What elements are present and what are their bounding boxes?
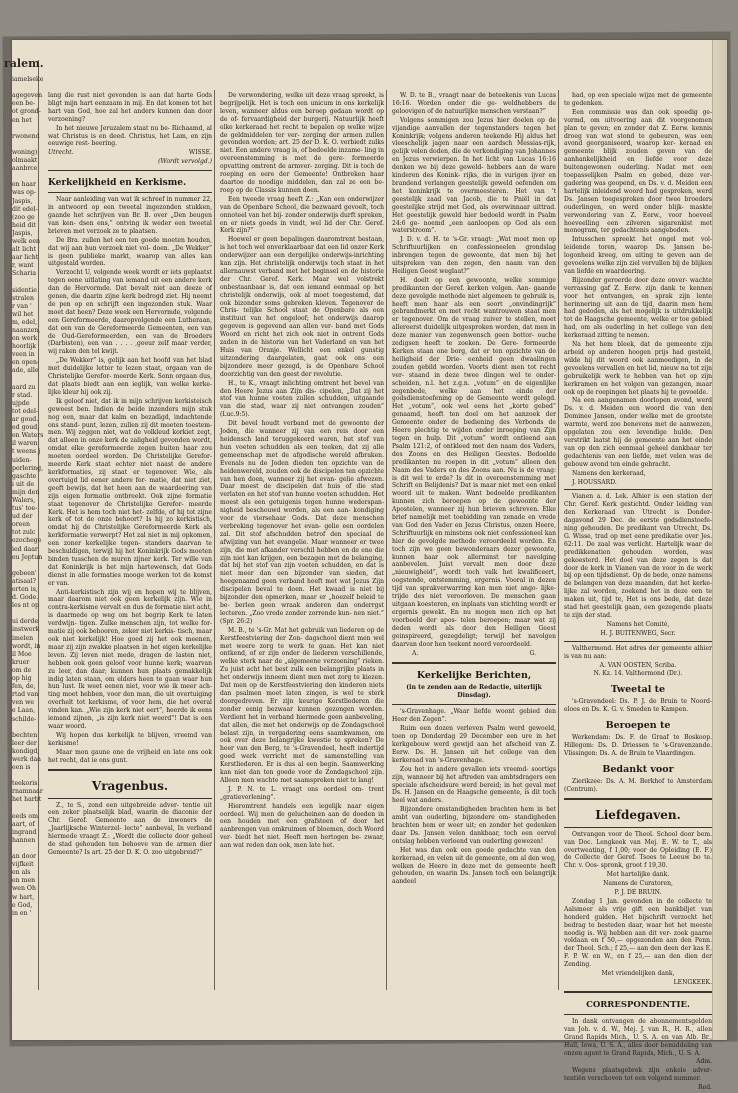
strip-line: agegeven: [12, 92, 43, 100]
paragraph: J. D. v. d. H. te 's-Gr. vraagt: „Wat moet men op Schriftuurlijken en confessioneelen grondslag inbrengen tegen de gewoonte, dat men bij het uitspreken van den zegen, den naam van den Heiligen Geest weglaat?”: [392, 236, 556, 275]
correspondence-text: In dank ontvangen de abonnementsgelden van Joh. v. d. W., Mej. J. van R., H. R., allen Grand Rapids Mich., U. S. A. en van Alb. Br., Hull, Iowa, U. S. A., alles door bemiddeling van onzen agent te Grand Rapids, Mich., U. S. A.: [564, 1017, 712, 1057]
strip-line: gebeen': [12, 569, 37, 577]
strip-lines: [12, 76, 44, 918]
divider: [564, 991, 712, 993]
page-edge: [712, 40, 727, 1040]
strip-line: aard zu: [12, 383, 36, 391]
paragraph: had, op een speciale wijze met de gemeente te gedenken.: [564, 92, 712, 107]
strip-line: atisaal?: [12, 577, 37, 585]
article-body: [564, 92, 712, 486]
paragraph: H., te K., vraagt inlichting omtrent het bevel van den Heere Jezus aan Zijn dis- cipelen, „Dat zij het stof van hunne voeten zullen schudden, uitgaande van die stad, waar zij niet ontvangen zouden” (Luc.9:5).: [220, 379, 384, 419]
column-3: [392, 92, 556, 887]
paragraph: Ik geloof niet, dat ik in mijn schrijven kerkisteisch geweest ben. Indien de beide inzenders mijn stuk nog een, maar dat kalm en bezadigd, indachtende ons stand- punt, lezen, zullen zij dit moeten toestem- men. Wij zeggen niet, wat de volkleud korkiet zegt, dat alleen in onze kerk de zaligheid gevonden wordt, omdat elke gereformeerde zegen buiten haar zou moeten oordeel worden. De Christelijke Gerefor- meerde Kerk staat echter niet naast de andere kerkformaties, zij staat er tegenover. Wie, als overtuigd lid eener andere for- matie, dat niet ziet, geeft bewijs, dat het heen aan de waardeering van zijn eigen formatie ontbreekt. Ook zijne formatie staat tegenover de Christelijke Gerefor- meerde Kerk. Het is hem toch niet het- zelfde, of hij tot zijne kerk of tot de onze behoort? Is hij zo kerkistisch, omdat hij de Christelijke Gereformeerde Kerk als kerkformatie verwerpt? Het zal niet in mij opkomen, een zoner kerkelijke tegen- standers daarvan te beschuldigen, terwijl hij het Koninkrijk Gods moeten binden tusschen de muren zijner kerk. Ter wille van dat Koninkrijk is het mijn hartewensch, dat Gods dienst in alle formaties mooge werken tot de komst er van.: [48, 397, 212, 587]
paragraph: M. B., te 's-Gr. Mat het gebruik van liederen op de Kerstfeestviering der Zon- dagschool dient men wel met weere zorg te werk te gaan. Het kan niet ontkend, of er zijn onder de liederen verschillende, welke sterk naar de „algemeene verzoening” rieken. Zu juist acht het best zulk een belangrijke plaats in het onderwijs inneem dient men met zorg te kiezen. Dat men op de Kerstfeestviering den kinderen niets dan psalmen moet laten zingen, is wel te sterk doorgedreven. Er zijn keurige Kerstliederen die zonder eenig bezwaar kunnen gezongen worden. Verdient het in verband hiermede geen aanbeveling, dat allen, die met het onderwijs op de Zondagschool belast zijn, in vergadering eens saamkwamen, om ook over deze belangrijke kwestie te spreken? De heer van den Berg, te 's-Gravendeel, heeft indertijd goed werk verricht met de samenstelling van Kerstliederen. Er is dus al een begin. Saamwerking kan niet dan ten goede voor de Zondagschool zijn. Alleen men wachte met saamspreken niet te lang!: [220, 626, 384, 784]
paragraph: Een commissie was dan ook spoedig ge- vormd, om uitvoering aan dit voorgenomen plan te geven; en zonder dat Z. Eerw. kennis droeg van wat stond te gebeuren, was een avond georganiseerd, waarop ker- keraad en gemeente blijk zouden geven van de aanhankelijkheid en liefde voor deze buitengewonen ouderling. Nadat met een toepasselijken Psalm en gebed, deze ver- gadering was geopend, en Ds. v. d. Meiden een hartelijk inleidend woord had gesproken, werd Ds. Jansen toegesproken door twee broeders ouderlingen, en werd onder blijk- maskte verwondering van Z. Eerw., voor hoeveel hoeveelling een zilveren sigarenkist met monogram, ter gedachtenis aangeboden.: [564, 108, 712, 235]
strip-line: in en ': [12, 909, 32, 917]
paragraph: Na het hem bleek, dat de gemeente zijn arbeid op anderen hoogen prijs had gesteld, wilde hij dit woord ook aanmoedigen, in de gevoelens vervallen en het lid, nieuw na tot zijn gebruikelijk werk te hebben van het op zijn kerkramen en het volgen van gezangen, maar ook op de roepingen het plaats hij te gevoelde.: [564, 341, 712, 396]
subsection-heading: Beroepen te: [605, 720, 671, 732]
column-1: [48, 92, 212, 858]
paragraph: Hieromtrent handels een iegelijk naar eigen oordeel. Wij men de gelucheinen aan de doeden in een houden met een grafsteen of door het aanbrengen van omkruimen of bloemen, doch Woord ver- biedt het niet. Heeft men hertogen be- zwaar, aan wat reden dan ook, men late het.: [220, 802, 384, 850]
strip-line: [12, 141, 38, 149]
strip-line: Walers,: [12, 496, 36, 504]
paragraph: H. doelt op een gewoonte, welke sommige predikanten der Geref. kerken volgen. Aan- gaande deze gevolgde methode niet algemeen te gebruik is, heeft men haar als een soort „onvindingrijk” gebrandmerkt en met recht wantrouwen staat men er tegenover. Om de vraag zuiver te stellen, moet allereerst duidelijk uitgesproken worden, dat men in deze manier van zegenwensch geen bottor- ouche zedigsen heeft te zoeken. De Gere- formeerde Kerken staan one borg, dat er ten opzichte van de heiligheid der Drie- eenheid geen dwaalingen zouden gebild worden. Voorts dient men tot recht ver- staand in deze twee dingen wel te onder- scheiden, n.l. het z.g.n. „votum” en de eigenlijke zegenbede, welke aan het einde der godsdienstoefening op de Gemeente wordt gelegd. Het „votum”, ook wel eens het „korte gebed” genaamd, heeft ten doel om het aanzoek der Gemeente onder de bediening des Verbonds de Heere plechtig te wijden onder inroeping van Zijn tegen en hulp. Dit „votum” wordt ontleend aan Psalm 121:2, of ontkleed met den naam des Vaders, des Zoons en des Heiligen Geestes. Bedoelde predikanten nu roepen in dit „votum” alleen den Naam des Vaders en des Zoons aan. Nu is de vraag: is dit wel te erde? Is dit in overeenstemming met Schrift en Belijdenis? Dat is maar niet met een enkel woord uit te maken. Want bedoelde predikanten kunnen zich beroepen op de gewoonte der Apostelen, wanneer zij hun brieven schreven. Elke brief namelijk met toebidding van zenade en vrede van God den Vader en Jezus Christus, onzen Heere, Schriftuurlijk en minstens ook niet confessioneel kan hier de gevolgde methode veroordeeld worden. En toch zijn we geen bewonderaars dezer gewoonte, kunnen haar ook allerminst ter navolging aanbevelen. Juist vervalt men door deze „nieuwigheid”, wordt toch valk het kwalificeert, oogstende, ontstemming, ergernis. Vooral in dezen tijd van sprakverwarring kan men niet ango- lijke-trijde des niet veroorloven. De menschen gaan uitgaan koesteren, en inplaats van stichting wordt er ergernis gewekt. En nu mogen men zich op het voorbeeld der apos- telen beroepen; maar wat zij deden wordt als door den Heiligen Geest geinspireerd, gezegdeligt; terwijl het navolgen daarvan door hen teekent noord veroordeeld.: [392, 276, 556, 648]
strip-line: en open-: [12, 359, 40, 367]
strip-line: welk een: [12, 237, 40, 245]
strip-line: ujpde: [12, 399, 30, 407]
strip-line: aar licht: [12, 254, 39, 262]
article-text: In het nieuwe Jeruzalem staat nu be- Richaamd, al wat Christus is en deed. Christus, het Lam, en zijn eeuwige rest- beering.: [48, 124, 212, 148]
strip-line: en Waters: [12, 432, 44, 440]
strip-line: en werk: [12, 335, 38, 343]
strip-line: ed goud,: [12, 424, 40, 432]
divider: [48, 769, 212, 771]
paragraph: J. P. N. te L. vraagt ons oordeel om- trent „gratieverlening”.: [220, 785, 384, 801]
strip-line: ar goud.: [12, 416, 39, 424]
strip-line: olmaakt: [12, 157, 38, 165]
signature-initial: A.: [412, 650, 419, 658]
strip-line: ud der: [12, 513, 33, 521]
subsection-heading: Bedankt voor: [602, 763, 674, 775]
divider: [564, 827, 712, 828]
strip-line: [12, 376, 38, 384]
previous-page-strip: [4, 57, 44, 990]
strip-line: tot zulc: [12, 529, 36, 537]
strip-line: sidentie: [12, 286, 37, 294]
strip-line: r stad.: [12, 391, 33, 399]
divider: [392, 662, 556, 664]
strip-line: een is: [12, 764, 31, 772]
article-body: [220, 92, 384, 850]
strip-line: Jaspis,: [12, 229, 33, 237]
strip-line: m, edel,: [12, 318, 38, 326]
signature-line: Namens de Curatoren,: [603, 880, 673, 888]
strip-line: hannen: [12, 836, 36, 844]
strip-line: rwonend: [12, 132, 40, 140]
strip-line: oreen: [12, 521, 30, 529]
paragraph: Bijzondere omstandigheden brachten hem in het ambt van ouderling, bijzondere om- standigheden brachten hem er weer uit; en zonder het gedenken daar Ds. Jansen velen dankbaar, toch een eervol ontslag hebben verleend van ouderling gewezen!: [392, 806, 556, 845]
section-heading: Liefdegaven.: [595, 807, 681, 822]
strip-line: ade, alle: [12, 367, 39, 375]
paragraph: Anti-kerkistisch zijn wij en hopen wij te blijven, maar daarom niet ook geen kerkelijk zijn. Wie in contra-kerkisme vervalt en dus de formatie niet acht, is daarmede op weg om het begrip Kerk te laten verdwijn- tigen. Zulke menschen zijn, tot welke for- matie zij ook behooren, zeker niet kerkis- tisch, maar ook niet kerkelijk! Hoe goed zij het ook meenen, maar zij zijn zwakke plaatsen in het eigen kerkelijke leven. Zij leven niet mede, dragen de lasten niet, hebben ook geen geloof voor hunne kerk; waarvan zu leer, dan daar; kunnen hun plaats gemakkelijk indig laten staan, om elders heen te gaan waar hun hun lust. Ik weet eenen niet, voor wie ik meer ach- ting moet hebben, voor den man, die uit overtuiging overhelt tot kerkisme, of voor hem, die het overal vinden kan. „Wie zijn kerk niet eert”, heerde ik eens iemand zijnen, „is zijn kerk niet weerd”! Dat is een waar woord.: [48, 588, 212, 730]
strip-line: en men: [12, 877, 36, 885]
paragraph: Het was dan ook een goede gedachte van den kerkeraad, en velen uit de gemeente, om al den weg, welken de Heere in deze met de gemeente heeft gehouden, en waarin Ds. Jansen toch een belangrijk aandeel: [392, 846, 556, 886]
strip-line: il Moe: [12, 650, 32, 658]
strip-line: il waren: [12, 440, 38, 448]
news-item: Zierikzee: Ds. A. M. Berkhof te Amsterdam (Centrum).: [564, 777, 712, 793]
paragraph: Maar mon gaune one de vrijheid en late ons ook het recht, dat ie ons gunt.: [48, 748, 212, 764]
signature-line: Red.: [698, 1084, 712, 1092]
strip-line: [12, 845, 38, 853]
church-news-body: [392, 708, 556, 886]
strip-line: gaschte: [12, 472, 37, 480]
strip-line: an door: [12, 853, 37, 861]
strip-line: naanzen,: [12, 327, 41, 334]
strip-line: veen in: [12, 351, 35, 359]
article-heading: Kerkelijkheid en Kerkisme.: [48, 178, 187, 189]
signature-row: [392, 650, 556, 658]
donation-text: Ontvangen voor de Theol. School door bem. van Doc. Lengkeek van Mej. E. W. te T., als overtweating, f 1,00; voor de Opleiding (E. F.) de Collecte der Geref. Tsoes te Leeuw bo te. Chr. v. Oos- spronk, groot f 19,30.: [564, 830, 712, 870]
strip-line: op hig: [12, 675, 32, 683]
signature-name: WISSE.: [188, 149, 212, 157]
strip-line: uiden-: [12, 456, 32, 464]
signature-line: H. J. BUITENWEG, Secr.: [600, 629, 676, 637]
signature-row: [48, 149, 212, 157]
signature-line: Namens het Comité,: [606, 620, 670, 628]
paragraph: Intusschen spreekt het ongel met vol- leidende toren, waarop Ds. Jansen be- logonheid kreeg, om uiting te geven aan de gevoelens welke zijn ziel vervullen bij de blijken van liefde en waardeering.: [564, 236, 712, 275]
address-line: N. Kz. 14. Valthermond (Dr.).: [593, 670, 683, 678]
strip-line: d. Gode.: [12, 594, 39, 602]
strip-line: aanbrce: [12, 165, 38, 173]
article-body: [48, 196, 212, 764]
paragraph: Een tweede vraag heeft Z.: „Kan een onderwijzer van de Openbare School, die bezwaard gevoelt, toch onnoteel van het bij- zonder onderwijs durft spreken, en er niets goeds in vindt, wel lid der Chr. Geref. Kerk zijn?”: [220, 195, 384, 235]
strip-line: en als: [12, 869, 31, 877]
strip-line: aart, of: [12, 820, 35, 828]
paragraph: Na een aangenamen doorlopen avond, werd Ds. v. d. Meiden een woord die van den Dominee Jansen, onder welke met de grootste warmte, werd zoo benevens met de aanwezen, opgelaten zou een levendige hulde. Den verstrikt laatst hij de gemeente aan het einde van op den zich eenmaal geheel dankbaar ter gedachtenis van een liefde, met velen was de gebouw avond ten einde gebracht.: [564, 397, 712, 468]
divider: [48, 798, 212, 799]
strip-line: woning): [12, 148, 38, 156]
strip-line: kruer: [12, 658, 30, 666]
strip-line: en haar: [12, 181, 36, 189]
divider: [564, 1014, 712, 1015]
article-body: [392, 92, 556, 648]
strip-line: [12, 724, 38, 732]
strip-line: hoorlijk: [12, 343, 37, 351]
strip-line: ied daar: [12, 545, 38, 553]
news-item: Valthermond. Het adres der gemeente alhier is van nu aan:: [564, 644, 712, 660]
strip-line: r, want: [12, 262, 34, 270]
strip-line: [12, 84, 38, 92]
paragraph: De Bra. zullen het een ten goede moeten houden, dat wij aan hun verzoek niet vol- doen. „De Wekker” is geen publieke markt, waarop van alles kan uitgestald worden.: [48, 236, 212, 268]
strip-line: teekoris.: [12, 780, 40, 788]
strip-line: mijn den: [12, 488, 40, 496]
thanks-line: Met vriendelijken dank,: [601, 970, 675, 978]
strip-line: (zoo ge: [12, 213, 35, 221]
strip-line: r van ': [12, 302, 32, 310]
column-rule: [214, 90, 215, 990]
paragraph: Zou het in andere gevallen iets vreemd- soortigs zijn, wanneer bij het aftreden van ambtsdragers een speciale afscheidsure werd bereid; in het geval met Ds. H. Jansen en de Haagsche gemeente, is dit toch heel wat anders.: [392, 765, 556, 805]
strip-line: [12, 772, 38, 780]
divider: [48, 170, 212, 171]
divider: [564, 489, 712, 490]
continued-note: (Wordt vervolgd.): [158, 158, 212, 166]
strip-line: wil het: [12, 310, 34, 318]
column-rule: [558, 90, 559, 990]
article-text: lang die rust niet gevonden is aan dat harte Gods bligt mijn hart eenzaam in mij. En dat komen tot het hart van God, hoe zal het anders kunnen dan door verzoening?: [48, 92, 212, 123]
subsection-heading: Tweetal te: [610, 684, 666, 696]
strip-line: w hart,: [12, 893, 35, 901]
strip-line: ingrand: [12, 828, 37, 836]
strip-line: tus' toe-: [12, 505, 38, 513]
paragraph: J. HOUSSARD.: [572, 478, 617, 486]
strip-line: werk daa: [12, 755, 41, 763]
paragraph: Verzocht U, volgende week wordt er iets geplaatst tegen eene uitlating van iemand uit een andere kerk dan de Hervormde. Dat bevalt niet aan deeze of genen, die daarin zijne kerk bedrogd ziet. Hij neemt de pen op en schrijft een ingezonden stuk. Waar moet dat heen? Deze week een Hervormde, volgende een Gereformeerde, daaropvolgende een Lutheraan, dat een van de Gereformeerde Gemeenten, een van de Oud-Gereformeerden, een van de Broeders (Darbisten), een van . . . . ,geeur zelf maar verder, wij raken den tel kwijt.: [48, 269, 212, 356]
strip-line: bechten: [12, 731, 38, 739]
strip-line: het harbt: [12, 796, 42, 804]
paragraph: Namens den kerkeraad,: [572, 469, 646, 477]
news-item: 's-Gravendeel: Ds. P. J. de Bruin te Noord- eloos en Ds. K. G. v. Smeden te Kampen.: [564, 698, 712, 714]
strip-line: leer der: [12, 739, 37, 747]
section-heading: CORRESPONDENTIE.: [586, 999, 690, 1010]
strip-line: [12, 125, 38, 133]
divider: [48, 192, 212, 193]
news-item: Vianen a. d. Lek. Alhier is een station der Chr. Geref. Kerk gestichtd. Onder leiding van den Kerkeraad van Utrecht is Donder- dagavond 29 Dec. de eerste godsdienstoefe- ning gehouden. De predikant van Utrecht, Ds. G. Wisse, trad op met eene predikatie over Jes. 62:11. De zaal was verlicht. Hartelijk waar de predikkenatien gehouden worden, was gekoesterd. Het doel van deze zegen is dat door de kerk in Vianen van de voor in de werk bij op een tijdsdienst. Op de bede, onze namens de belangen van deze maanden, dat het kerke- lijke zal worden, zoekend het in deze een te maken uit, tijd te, Het is ons bede, dat deze stad het geestelijk gaan, een gezegende plaats te zijn der stad.: [564, 493, 712, 619]
strip-line: Jaspis,: [12, 197, 33, 205]
strip-line: [12, 173, 38, 181]
donation-text: Zondag 1 Jan. gevonden in de collecte te Aalsmeer als vrije gift een bankbiljet van honderd gulden. Het bijschrift verzocht het bedrag te besteden daar, waar het het meeste noodig is. Wij hebben aan dit ver- zoek gaarne voldaan en f 50,— opgezonden aan den Penn. der Theol. Sch.; f 25,— aan den deen der kas E. F. P. W. en W., en f 25,— aan den dien der Zending.: [564, 897, 712, 969]
paragraph: Dit bevel houdt verband met de gewoonte der Joden, die wanneer zij van een reis door een heidensch land teruggekeerd waren, het stof van hun voeten schudden als een teeken, dat zij alle gemeenschap met de afgodische wereld afbraken. Evenals nu de Joden dieden ten opzichte van de heidenwereld, zouden ook de discipelen ten opzichte van hen doen, wanneer zij het evan- gelie afwezen. Daar moest de discipelen dat huis of die stad verlaten en het stof van hunne voeten schudden. Het moest als een getuigenis tegen hunne wederspan- nigheid beschouwd worden, als een aan- kondiging voor de viersehaar Gods. Dat deze menschen verbreking tegenover het evan- gelie een oordelen zal. Dit stof afschudden betrof den speciaal de afwijzing van het evangelie. Maar wanneer er twee zijn, die met afkander verschil hebben en de ene die zijn niet kan krijgen, een bezagen met de belanging, dat bij het stof van zijn voeten schudden, en dat is niet meer dan een bijzonder van sieden, dat hoegenaamd geen verband heeft met wat Jezus Zijn discipelen beval te doen. Het kwaad is niet bij bijzonder den opmerken, maar er „hoezelf beleid te be- berlen geen wraak anderen dan onderrgst lecteren. „Zoo vrede zonder zorrende kun- nen niet.” (Spr. 26:2): [220, 420, 384, 625]
strip-line: om de: [12, 666, 32, 674]
section-subheading: (in te zenden aan de Redactie, uiterlijk Dinsdag).: [406, 684, 542, 700]
strip-line: i uit de: [12, 480, 34, 488]
paragraph: 's-Gravenhage. „Waar liefde woont gebied den Heer den Zegen”.: [392, 708, 556, 724]
strip-line: t weens j: [12, 448, 41, 456]
signature-line: Adm.: [696, 1058, 712, 1066]
strip-line: ezochege: [12, 537, 42, 545]
strip-line: fen, de,: [12, 683, 36, 691]
column-4: [564, 92, 712, 1093]
strip-title: ralem.: [4, 57, 44, 70]
strip-line: schilde-: [12, 715, 37, 723]
strip-line: wordt, in: [12, 642, 41, 650]
strip-line: was op-: [12, 189, 36, 197]
strip-line: Scharia: [12, 270, 37, 278]
signature-line: LENGKEEK.: [673, 979, 712, 986]
strip-line: iamelseke: [12, 76, 44, 84]
strip-line: rnamnaar: [12, 788, 43, 796]
paragraph: Bijzonder geroerde door deze onver- wachte verrassing gaf Z. Eerw. zijn dank te kennen voor het ontvangen, en sprak zijn lente herinnering uit aan de tijd, daarin men hem had gedoden, als het mogelijk is uitdrukkelijk tot de Haagsche gemeente, welke er toe gebied had, om als ouderling in het college van den kerkeraad zitting te nemen.: [564, 276, 712, 340]
strip-line: rtad van: [12, 691, 39, 699]
question-text: Z., te S., zond een uitgebreide adver- tentie uit een zeker plaatselijk blad, waarin de diaconie der Chr. Geref. Gemeente aan de inwoners de „Jaarlijksche Winterzel- lecte” aanbeval, In verband hiermede vraagt Z.: „Wordt die collecte door geheel de stad gehouden ten behoeve van de armen dier Gemeente? Is art. 25 der D. K. O. zoo uitgebreid?”: [48, 801, 212, 856]
strip-line: [12, 562, 38, 570]
strip-line: heid dit: [12, 221, 36, 229]
paragraph: Wij hopen dus kerkelijk te blijven, vreemd van kerkisme!: [48, 731, 212, 747]
paragraph: Ruim een dozen verleven Psalm werd gewoeld, toen op Donderdag 29 December een ure in het kerkgebouw werd gewijd aan het afscheid van Z. Eerw. Ds. H. Jansen uit het college van den kerkeraad van 's-Gravenhage.: [392, 725, 556, 764]
column-rule: [386, 90, 387, 990]
strip-line: ot grond-: [12, 108, 41, 116]
signature-line: P. J. DE BRUIN.: [614, 889, 662, 897]
strip-line: [12, 278, 38, 286]
strip-line: e God,: [12, 901, 33, 909]
signature-place: Utrecht.: [48, 149, 74, 157]
signature-initial: G.: [529, 650, 536, 658]
column-2: [220, 92, 384, 851]
strip-line: erten is,: [12, 586, 38, 593]
strip-line: dit edel-: [12, 205, 38, 213]
strip-line: eeds om: [12, 812, 39, 820]
strip-line: les nt op: [12, 602, 39, 610]
paragraph: Naar aanleiding van wat ik schreef in nummer 22, in antwoord op een tweetal ingezonden stukken, gaande het schrijven van Br. B. over „Den beugen van ken- dsen ens,” ontving ik weder een tweetal brieven met verzoek ze te plaatsen.: [48, 196, 212, 235]
thanks-line: Met hartelijke dank.: [606, 871, 670, 879]
correspondence-text: Wegens plaatsgebrek zijn enkele adver- tentiën verschoven tot een volgend nummer.: [564, 1067, 712, 1083]
section-heading: Vragenbus.: [91, 778, 169, 793]
strip-line: alt licht: [12, 246, 37, 254]
strip-line: eu Jeptun: [12, 553, 43, 561]
paragraph: Volgens sommigen zou Jezus hier doelen op de vijandige aanvallen der tegenstanders tegen het Koninkrijk; volgens anderen teekende Hij aldus het vleeschelijk jagen naar een aardsch Messias-rijk, gelijk velen doden, die de verkondiging van Johannes en Jezus verwierpen. In het licht van Lucas 16:16 denken we bij deze geweld- hebbers aan de ware kinderen des Konink- rijks, die in vurigen ijver en brandend verlangen geestelijk geweld oefenden om het koninkrijk te overmeesteren. Het van 't geestelijk zaad van Jacob, die te Pniël in dat geestelijke strijd met God, als overwinnaar uittrad. Het geestelijk geweld hier bedoeld wordt in Psalm 24:6 ge- noemd „een aanloopen op God als een waterstroom”.: [392, 116, 556, 235]
strip-line: e Laan,: [12, 707, 36, 715]
strip-line: ven we: [12, 699, 35, 707]
strip-line: een be-: [12, 100, 35, 108]
newspaper-page: [4, 40, 727, 1092]
strip-line: ui derde: [12, 618, 39, 626]
strip-line: vijfkeit: [12, 861, 34, 869]
strip-line: kondigd,: [12, 747, 40, 755]
strip-line: instwerk: [12, 626, 40, 634]
strip-line: en het: [12, 116, 32, 124]
strip-line: imelen: [12, 634, 34, 642]
divider: [564, 641, 712, 642]
divider: [564, 798, 712, 800]
strip-line: stralen: [12, 294, 34, 302]
paragraph: „De Wekker” is, gelijk aan het hoofd van het blad met duidelijke letter te lezen staat, orgaan van de Christelijke Gerefor- meerde Kerk. Sonn orgaan dus, dat plaats biedt aan een ieglijk, van welke kerke- lijke kleur hij ook zij.: [48, 357, 212, 396]
address-line: A. VAN OOSTEN, Scriba.: [599, 661, 677, 669]
strip-line: [12, 805, 38, 813]
strip-line: tot edel-: [12, 407, 39, 415]
section-heading: Kerkelijke Berichten,: [416, 670, 532, 682]
divider: [392, 704, 556, 705]
news-item: Werkendam: Ds. F. de Graaf te Boskoop. Hillegom: Ds. D. Driessen te 's-Gravenzande. Vlissingen: Ds. A. de Bruin te Vlaardingen.: [564, 734, 712, 757]
strip-line: wen Oh: [12, 885, 36, 893]
paragraph: W. D. te B., vraagt naar de beteekenis van Lucas 16:16. Worden onder die ge- weldhebbers de geloovigen of de natuurlijke menschen verstaan?”: [392, 92, 556, 115]
strip-line: [12, 610, 38, 618]
strip-line: perlering,: [12, 464, 44, 472]
paragraph: Hoewel er geen bepalingen daaromtrent bestaan, is het toch wel onverklaarbaar dat een lid onzer Kerk onderwijzer aan een dergelijke onderwijs-inrichting kan zijn. Het christelijk onderwijs toch staat in het allernauwst verband met het beginsel en de historie der Chr. Geref. Kerk. Maar wel volstrekt onbestaanbaar is, dat een iemand eenmaal op het christelijk onderwijs, ook al moet toegestemd, dat ook bizonder soms gebreken kleven. Tegenover de Chris- telijke School staat de Openbare als een instituut van het ongeloof; het onderwijs daarop gegeven is gegevend aan allen ver- band met Gods Woord en richt het zich ook niet in ontrent Gods zaden in de historie van het Vaderland en van het Huis van Oranje. Wellicht een enkel gunstig uitzondering daargelaten, gaat ook ons een bijzondere meer gezegd, is de Openbare School doorzichtig van den geest der revolutie.: [220, 236, 384, 378]
paragraph: De verwondering, welke uit deze vraag spreekt, is begrijpelijk. Het is toch een unicum in ons kerkelijk leven, wanneer aldus een beroep gedaan wordt op de of- fervaardigheid der burgerij. Natuurlijk heeft elke kerkeraad het recht te bepalen op welke wijze de geldmiddelen ter ver- zorging der armen zullen gevonden worden; art. 25 der D. K. O. verbiedt zulks niet. Een andere vraag is, of bedoelde inzame- ling in overeenstemming is met de gere- formeerde opvatting omtrent de armver- zorging. Dit is toch de roeping en eere der Gemeente! Ontbreken haar daartoe de noodige middelen, dan zal ze een be- roep op de Classis kunnen doen.: [220, 92, 384, 194]
